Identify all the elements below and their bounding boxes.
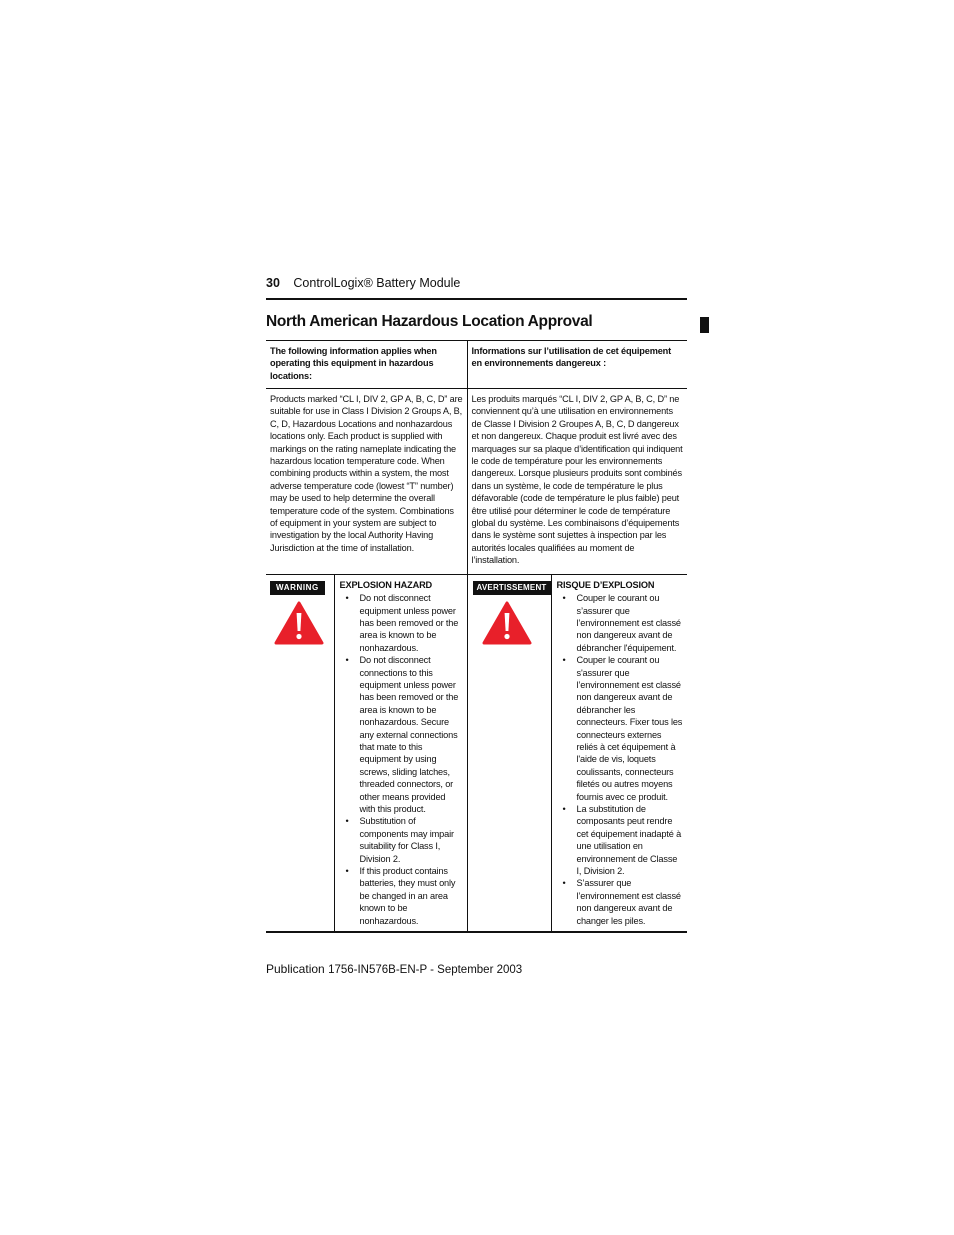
- fr-body-cell: [467, 389, 687, 575]
- page-number: 30: [266, 276, 280, 290]
- fr-hazard-title: RISQUE D’EXPLOSION: [556, 579, 655, 590]
- en-heading-cell: [266, 341, 467, 389]
- en-heading: The following information applies when operating this equipment in hazardous locations:: [270, 346, 437, 381]
- en-body-text: Products marked “CL I, DIV 2, GP A, B, C, D” are suitable for use in Class I Division 2 Groups A, B, C, D, Hazardous Locations and nonhazardous locations only. Each product is supplied with markings on the rating nameplate indicating the hazardous location temperature code. When combining products within a system, the most adverse temperature code (lowest “T” number) may be used to help determine the overall temperature code of the system. Combinations of equipment in your system are subject to investigation by the local Authority Having Jurisdiction at the time of installation.: [270, 394, 463, 553]
- fr-heading-cell: [467, 341, 687, 389]
- chapter-thumb-tab: [700, 317, 709, 333]
- list-item: • Do not disconnect connections to this equipment unless power has been removed or the area is known to be nonhazardous. Secure any external connections that mate to this equipment by using screws, sliding latches, threaded connectors, or other means provided with this product.: [360, 654, 463, 815]
- warning-badge: WARNING: [270, 581, 325, 595]
- list-item: • Do not disconnect equipment unless power has been removed or the area is known to be nonhazardous.: [360, 592, 463, 654]
- avertissement-badge: AVERTISSEMENT: [473, 581, 551, 595]
- running-header: [266, 276, 460, 290]
- list-item: • Substitution of components may impair suitability for Class I, Division 2.: [360, 815, 463, 865]
- list-item: • If this product contains batteries, they must only be changed in an area known to be nonhazardous.: [360, 865, 463, 927]
- en-warning-text-cell: [334, 574, 467, 932]
- fr-hazard-list: [557, 592, 684, 927]
- header-rule: [266, 298, 687, 300]
- list-item: • Couper le courant ou s'assurer que l’environnement est classé non dangereux avant de débrancher les connecteurs. Fixer tous les connecteurs externes reliés à cet équipement à l'aide de vis, loquets coulissants, connecteurs filetés ou autres moyens fournis avec ce produit.: [577, 654, 684, 803]
- en-hazard-title: EXPLOSION HAZARD: [339, 579, 433, 590]
- footer-label: Publication: [266, 962, 325, 976]
- page-title: North American Hazardous Location Approval: [266, 313, 593, 330]
- warning-triangle-icon: [274, 601, 330, 648]
- list-item: • Couper le courant ou s’assurer que l’environnement est classé non dangereux avant de débrancher l'équipement.: [577, 592, 684, 654]
- fr-warning-icon-cell: [467, 574, 551, 932]
- fr-warning-text-cell: [551, 574, 687, 932]
- list-item: • La substitution de composants peut rendre cet équipement inadapté à une utilisation en environnement de Classe I, Division 2.: [577, 803, 684, 877]
- fr-body-text: Les produits marqués “CL I, DIV 2, GP A, B, C, D” ne conviennent qu’à une utilisation en environnements de Classe I Division 2 Groupes A, B, C, D dangereux et non dangereux. Chaque produit est livré avec des marquages sur sa plaque d’identification qui indiquent le code de température pour les environnements dangereux. Lorsque plusieurs produits sont combinés dans un système, le code de température le plus défavorable (code de température le plus faible) peut être utilisé pour déterminer le code de température global du système. Les combinaisons d’équipements dans le système sont sujettes à inspection par les autorités locales qualifiées au moment de l’installation.: [471, 394, 683, 566]
- en-hazard-list: [340, 592, 463, 927]
- warning-triangle-icon: [482, 601, 547, 648]
- page-footer: [266, 962, 522, 976]
- list-item: • S’assurer que l’environnement est classé non dangereux avant de changer les piles.: [577, 877, 684, 927]
- hazardous-location-table: [266, 340, 687, 933]
- en-body-cell: [266, 389, 467, 575]
- publication-id: 1756-IN576B-EN-P - September 2003: [328, 964, 523, 976]
- fr-heading: Informations sur l’utilisation de cet équipement en environnements dangereux :: [471, 346, 672, 369]
- en-warning-icon-cell: [266, 574, 334, 932]
- running-title: ControlLogix® Battery Module: [293, 276, 461, 290]
